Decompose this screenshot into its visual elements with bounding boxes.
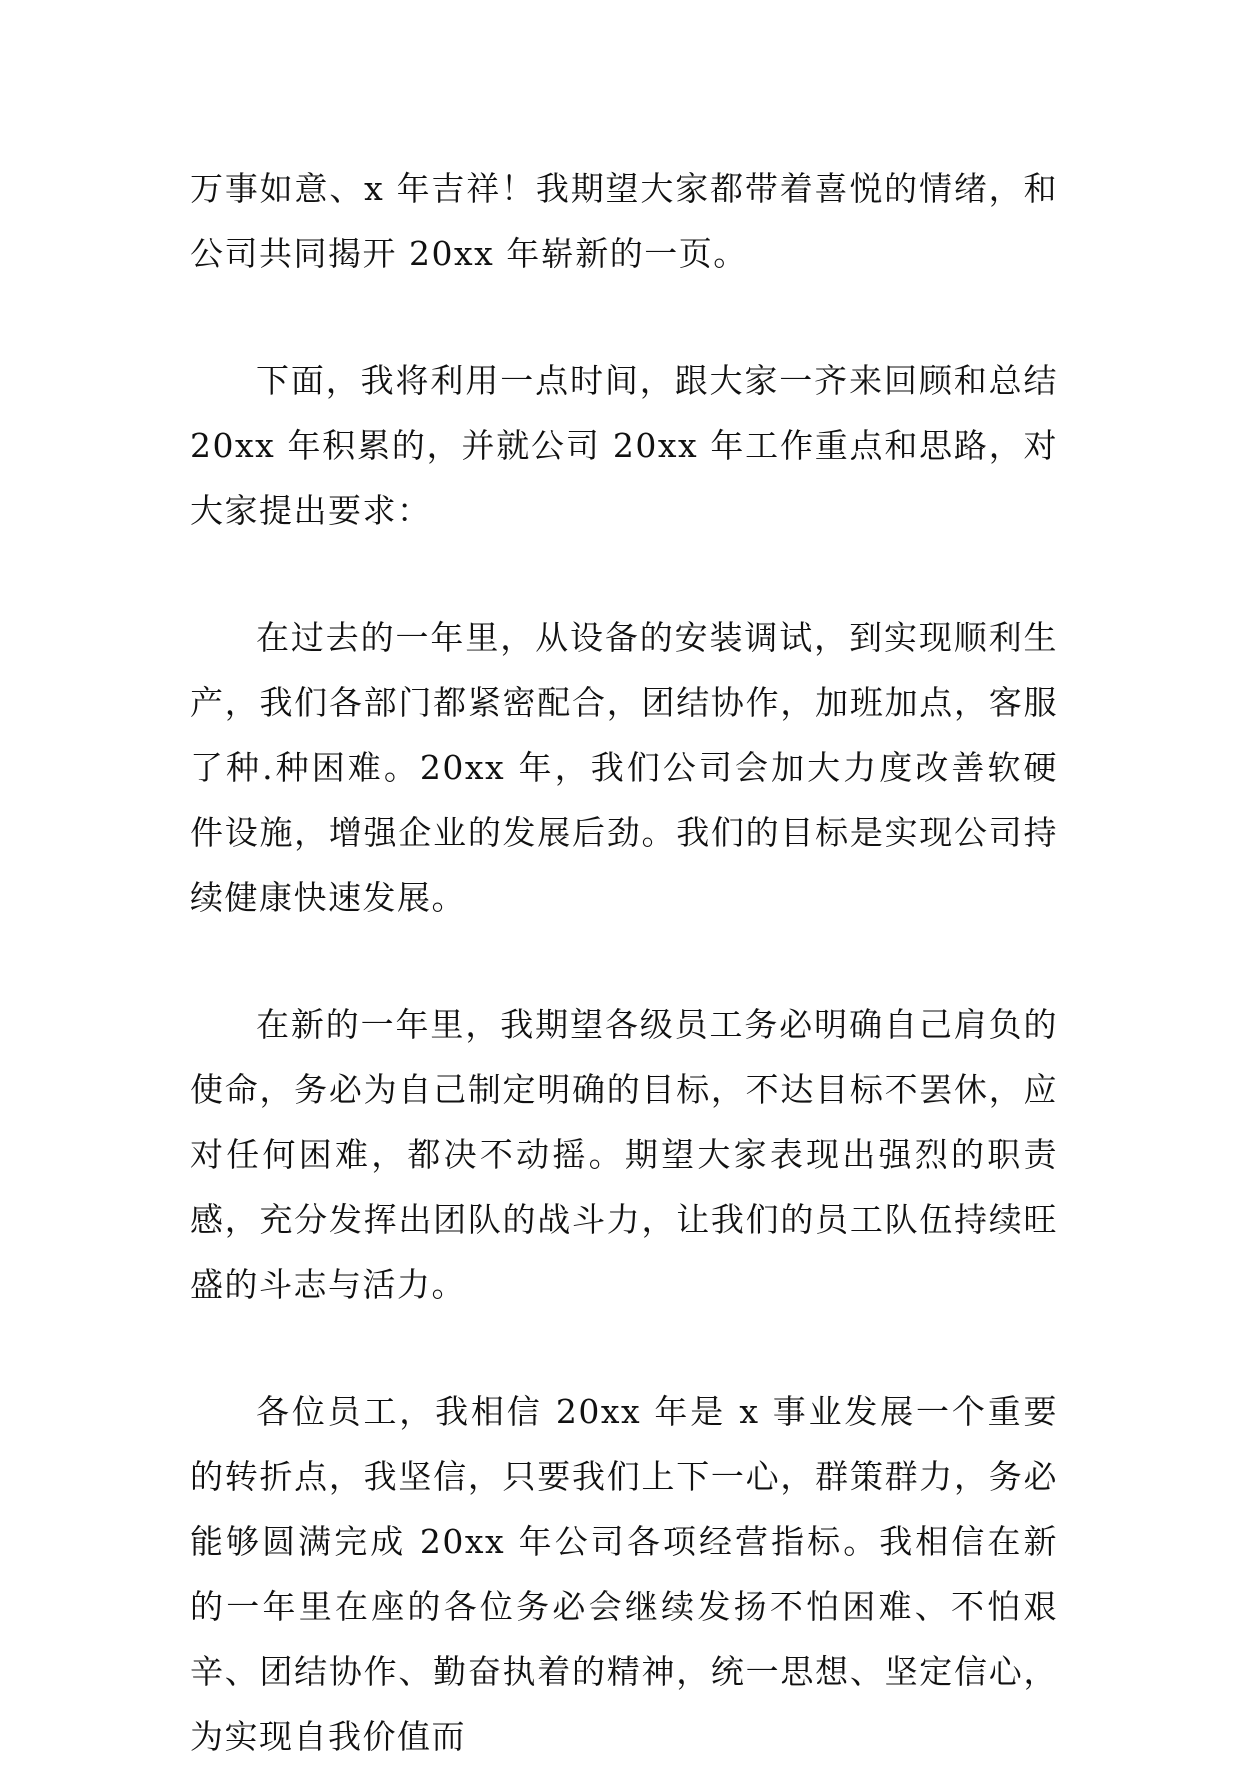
paragraph-review-intro: 下面，我将利用一点时间，跟大家一齐来回顾和总结 20xx 年积累的，并就公司 20xx 年工作重点和思路，对大家提出要求： xyxy=(190,361,1058,530)
paragraph-continued: 万事如意、x 年吉祥！我期望大家都带着喜悦的情绪，和公司共同揭开 20xx 年崭新的一页。 xyxy=(190,169,1058,273)
document-body xyxy=(190,156,1058,1769)
paragraph-new-year: 在新的一年里，我期望各级员工务必明确自己肩负的使命，务必为自己制定明确的目标，不达目标不罢休，应对任何困难，都决不动摇。期望大家表现出强烈的职责感，充分发挥出团队的战斗力，让我们的员工队伍持续旺盛的斗志与活力。 xyxy=(190,1005,1058,1304)
paragraph-past-year: 在过去的一年里，从设备的安装调试，到实现顺利生产，我们各部门都紧密配合，团结协作，加班加点，客服了种.种困难。20xx 年，我们公司会加大力度改善软硬件设施，增强企业的发展后劲。我们的目标是实现公司持续健康快速发展。 xyxy=(190,618,1058,917)
paragraph-closing: 各位员工，我相信 20xx 年是 x 事业发展一个重要的转折点，我坚信，只要我们上下一心，群策群力，务必能够圆满完成 20xx 年公司各项经营指标。我相信在新的一年里在座的各位务必会继续发扬不怕困难、不怕艰辛、团结协作、勤奋执着的精神，统一思想、坚定信心，为实现自我价值而 xyxy=(190,1392,1058,1756)
